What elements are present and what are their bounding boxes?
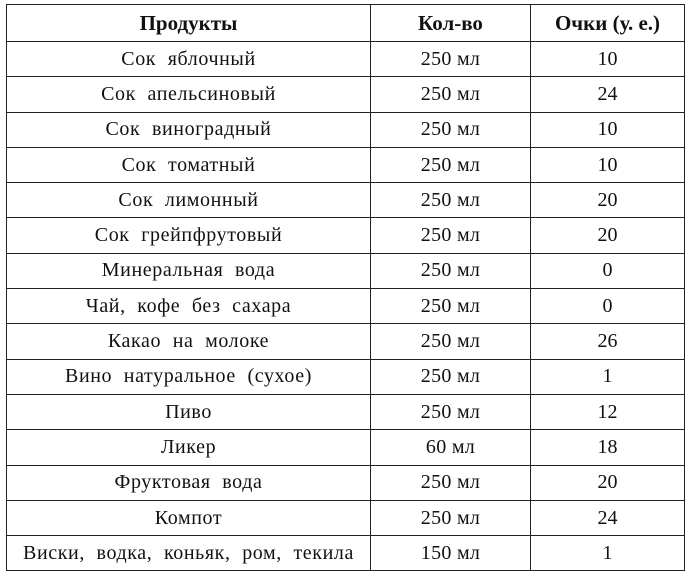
cell-points: 10 — [531, 147, 685, 182]
cell-quantity: 250 мл — [371, 253, 531, 288]
cell-points: 10 — [531, 112, 685, 147]
cell-points: 26 — [531, 324, 685, 359]
cell-quantity: 250 мл — [371, 218, 531, 253]
cell-points: 18 — [531, 430, 685, 465]
cell-product: Вино натуральное (сухое) — [7, 359, 371, 394]
cell-product: Пиво — [7, 394, 371, 429]
cell-quantity: 60 мл — [371, 430, 531, 465]
table-row — [7, 394, 685, 429]
table-row — [7, 218, 685, 253]
cell-product: Фруктовая вода — [7, 465, 371, 500]
table-header — [7, 5, 685, 42]
table-row — [7, 112, 685, 147]
cell-quantity: 250 мл — [371, 42, 531, 77]
table-row — [7, 500, 685, 535]
cell-product: Ликер — [7, 430, 371, 465]
cell-points: 24 — [531, 77, 685, 112]
cell-quantity: 250 мл — [371, 465, 531, 500]
cell-product: Компот — [7, 500, 371, 535]
cell-quantity: 150 мл — [371, 536, 531, 571]
header-quantity: Кол-во — [371, 5, 531, 42]
cell-product: Сок грейпфрутовый — [7, 218, 371, 253]
table-row — [7, 430, 685, 465]
cell-product: Сок яблочный — [7, 42, 371, 77]
table-row — [7, 324, 685, 359]
cell-quantity: 250 мл — [371, 112, 531, 147]
cell-quantity: 250 мл — [371, 77, 531, 112]
cell-quantity: 250 мл — [371, 500, 531, 535]
table-row — [7, 536, 685, 571]
cell-points: 24 — [531, 500, 685, 535]
cell-quantity: 250 мл — [371, 147, 531, 182]
table-body — [7, 42, 685, 571]
header-products: Продукты — [7, 5, 371, 42]
cell-product: Виски, водка, коньяк, ром, текила — [7, 536, 371, 571]
cell-product: Сок апельсиновый — [7, 77, 371, 112]
cell-points: 12 — [531, 394, 685, 429]
cell-points: 20 — [531, 218, 685, 253]
drinks-points-table-container — [6, 4, 684, 571]
table-row — [7, 289, 685, 324]
cell-points: 1 — [531, 359, 685, 394]
cell-product: Сок томатный — [7, 147, 371, 182]
cell-points: 0 — [531, 289, 685, 324]
cell-product: Чай, кофе без сахара — [7, 289, 371, 324]
cell-quantity: 250 мл — [371, 394, 531, 429]
table-row — [7, 183, 685, 218]
cell-points: 0 — [531, 253, 685, 288]
drinks-points-table — [6, 4, 685, 571]
table-row — [7, 253, 685, 288]
cell-quantity: 250 мл — [371, 289, 531, 324]
table-row — [7, 359, 685, 394]
cell-quantity: 250 мл — [371, 183, 531, 218]
header-points: Очки (у. е.) — [531, 5, 685, 42]
table-row — [7, 147, 685, 182]
cell-product: Какао на молоке — [7, 324, 371, 359]
cell-quantity: 250 мл — [371, 359, 531, 394]
cell-points: 20 — [531, 465, 685, 500]
cell-product: Минеральная вода — [7, 253, 371, 288]
cell-points: 20 — [531, 183, 685, 218]
cell-points: 1 — [531, 536, 685, 571]
table-row — [7, 465, 685, 500]
header-row — [7, 5, 685, 42]
cell-product: Сок лимонный — [7, 183, 371, 218]
cell-product: Сок виноградный — [7, 112, 371, 147]
cell-quantity: 250 мл — [371, 324, 531, 359]
table-row — [7, 77, 685, 112]
table-row — [7, 42, 685, 77]
cell-points: 10 — [531, 42, 685, 77]
